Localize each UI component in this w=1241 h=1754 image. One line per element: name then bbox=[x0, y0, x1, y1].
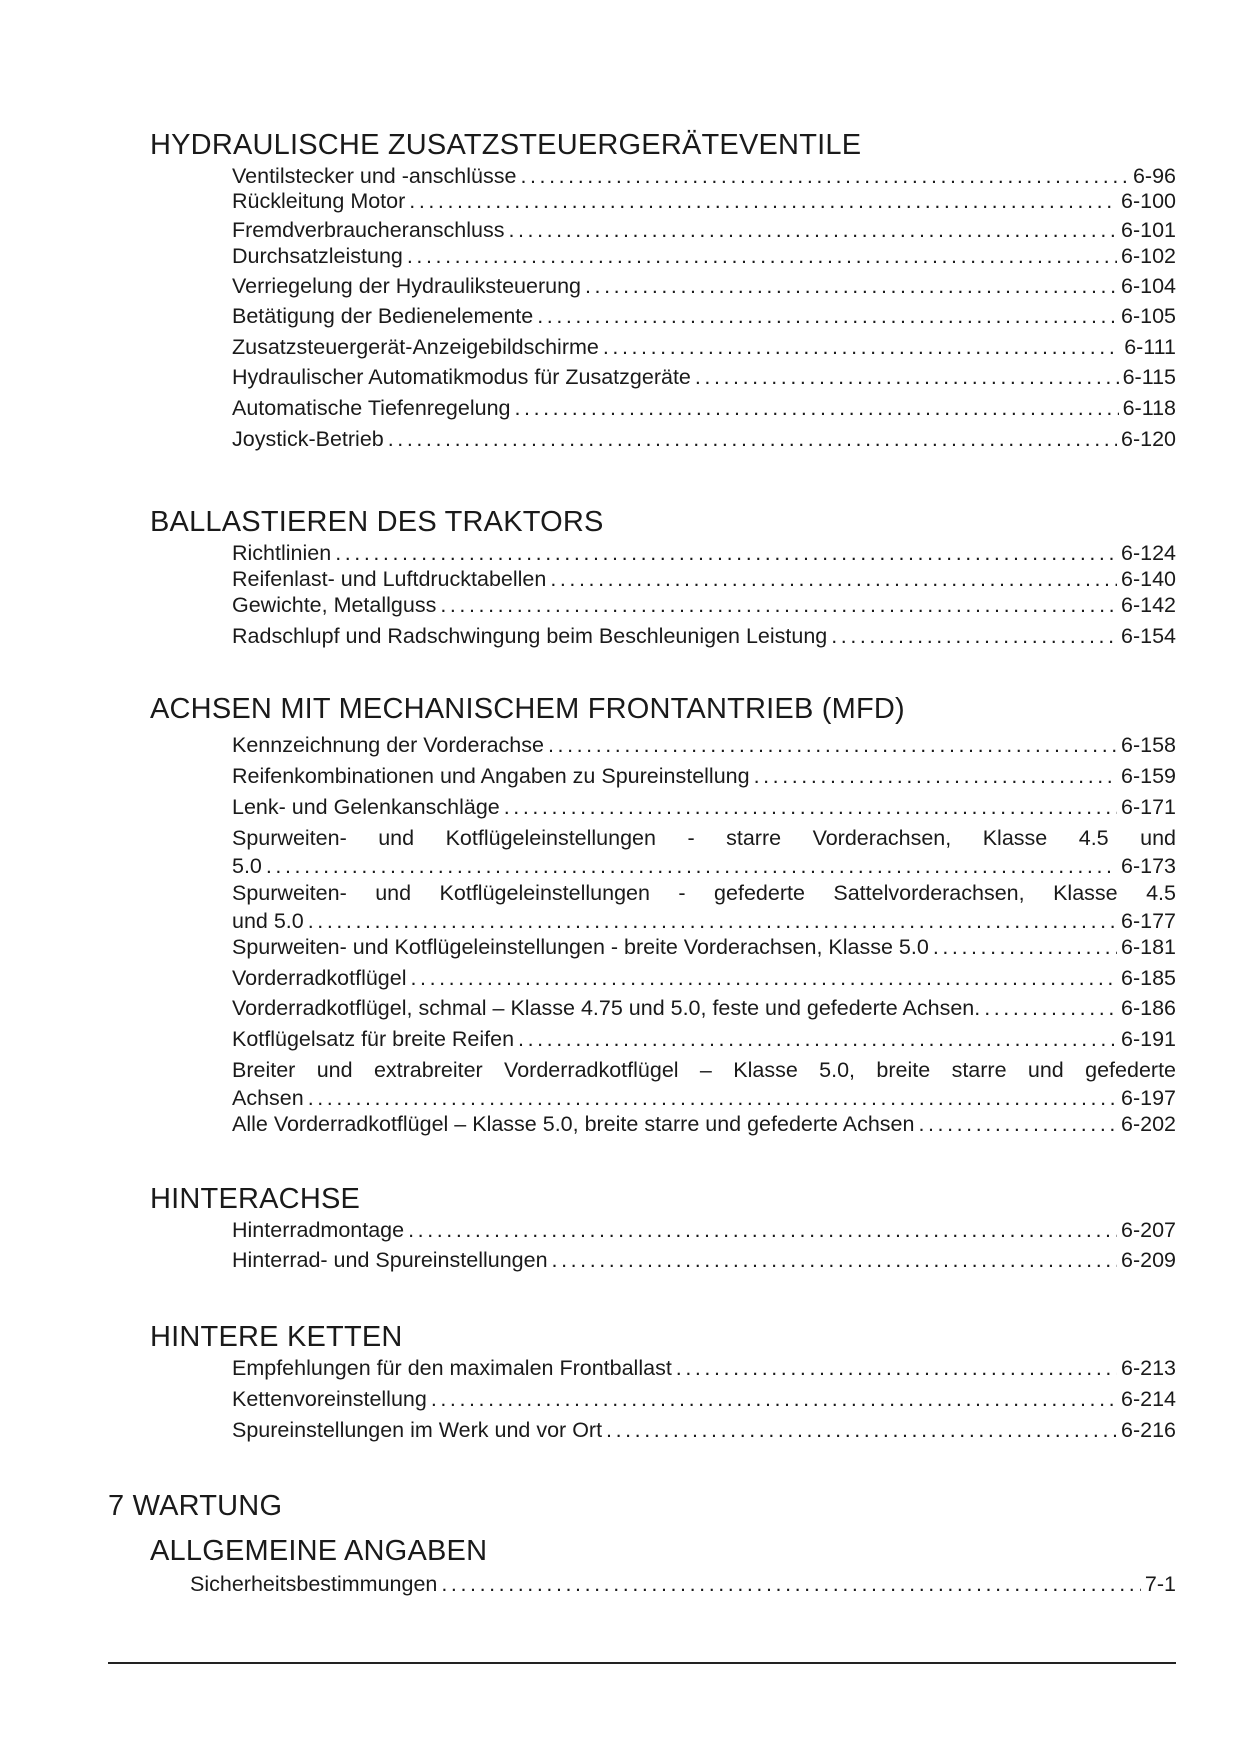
toc-entry[interactable] bbox=[232, 591, 1176, 619]
toc-entry-page: 6-159 bbox=[1121, 764, 1176, 788]
toc-entry-page: 6-120 bbox=[1121, 427, 1176, 451]
dot-leader bbox=[606, 1416, 1117, 1444]
dot-leader bbox=[407, 242, 1117, 270]
toc-entry-page: 6-154 bbox=[1121, 624, 1176, 648]
dot-leader bbox=[440, 591, 1117, 619]
toc-entry[interactable] bbox=[232, 762, 1176, 790]
toc-entry-page: 6-197 bbox=[1121, 1086, 1176, 1110]
toc-entry-title: Kennzeichnung der Vorderachse bbox=[232, 733, 544, 757]
toc-entry-title: Lenk- und Gelenkanschläge bbox=[232, 795, 500, 819]
dot-leader bbox=[335, 539, 1117, 567]
toc-entry-title: Reifenkombinationen und Angaben zu Spureinstellung bbox=[232, 764, 750, 788]
toc-entry-title: Hinterradmontage bbox=[232, 1218, 405, 1242]
toc-entry-title: Durchsatzleistung bbox=[232, 244, 403, 268]
dot-leader bbox=[552, 1246, 1117, 1274]
footer-rule bbox=[108, 1662, 1176, 1664]
toc-entry-title-line1[interactable]: Spurweiten- und Kotflügeleinstellungen - starre Vorderachsen, Klasse 4.5 und bbox=[232, 826, 1176, 850]
toc-entry-page: 6-158 bbox=[1121, 733, 1176, 757]
dot-leader bbox=[504, 793, 1117, 821]
toc-entry-title: Hinterrad- und Spureinstellungen bbox=[232, 1248, 548, 1272]
toc-entry-title-line1[interactable]: Breiter und extrabreiter Vorderradkotflügel – Klasse 5.0, breite starre und gefederte bbox=[232, 1058, 1176, 1082]
toc-entry-title: Rückleitung Motor bbox=[232, 189, 406, 213]
toc-entry-page: 6-140 bbox=[1121, 567, 1176, 591]
toc-entry-title: Zusatzsteuergerät-Anzeigebildschirme bbox=[232, 335, 599, 359]
toc-entry-title: Verriegelung der Hydrauliksteuerung bbox=[232, 274, 581, 298]
toc-entry[interactable] bbox=[232, 793, 1176, 821]
toc-entry-page: 6-100 bbox=[1121, 189, 1176, 213]
toc-entry[interactable] bbox=[232, 907, 1176, 935]
dot-leader bbox=[585, 272, 1117, 300]
toc-entry[interactable] bbox=[232, 187, 1176, 215]
dot-leader bbox=[266, 852, 1117, 880]
toc-entry-page: 6-111 bbox=[1124, 335, 1176, 359]
toc-entry-title: Gewichte, Metallguss bbox=[232, 593, 437, 617]
section-heading: BALLASTIEREN DES TRAKTORS bbox=[150, 506, 604, 538]
toc-entry-title: Reifenlast- und Luftdrucktabellen bbox=[232, 567, 547, 591]
section-heading: HINTERE KETTEN bbox=[150, 1321, 403, 1353]
toc-entry-page: 6-101 bbox=[1121, 218, 1176, 242]
toc-entry-page: 6-209 bbox=[1121, 1248, 1176, 1272]
toc-entry-page: 6-191 bbox=[1121, 1027, 1176, 1051]
toc-entry-title: 5.0 bbox=[232, 854, 262, 878]
dot-leader bbox=[388, 425, 1117, 453]
toc-entry[interactable] bbox=[232, 1416, 1176, 1444]
toc-entry[interactable] bbox=[190, 1570, 1176, 1598]
toc-entry-title: Joystick-Betrieb bbox=[232, 427, 384, 451]
toc-entry[interactable] bbox=[232, 333, 1176, 361]
section-heading: HYDRAULISCHE ZUSATZSTEUERGERÄTEVENTILE bbox=[150, 129, 862, 161]
toc-entry-page: 6-216 bbox=[1121, 1418, 1176, 1442]
dot-leader bbox=[831, 622, 1117, 650]
toc-entry-page: 6-105 bbox=[1121, 304, 1176, 328]
toc-entry[interactable] bbox=[232, 731, 1176, 759]
toc-entry-title: Kettenvoreinstellung bbox=[232, 1387, 427, 1411]
toc-entry[interactable] bbox=[232, 1110, 1176, 1138]
toc-entry-page: 6-177 bbox=[1121, 909, 1176, 933]
dot-leader bbox=[409, 187, 1117, 215]
toc-entry-title: Ventilstecker und -anschlüsse bbox=[232, 164, 517, 188]
chapter-heading: 7 WARTUNG bbox=[108, 1490, 283, 1522]
dot-leader bbox=[984, 994, 1117, 1022]
dot-leader bbox=[520, 162, 1129, 190]
dot-leader bbox=[408, 1216, 1117, 1244]
section-heading: ALLGEMEINE ANGABEN bbox=[150, 1535, 488, 1567]
toc-entry[interactable] bbox=[232, 302, 1176, 330]
toc-entry[interactable] bbox=[232, 162, 1176, 190]
toc-entry-page: 6-96 bbox=[1132, 164, 1176, 188]
toc-entry[interactable] bbox=[232, 394, 1176, 422]
toc-entry-title: und 5.0 bbox=[232, 909, 304, 933]
toc-entry-page: 6-213 bbox=[1121, 1356, 1176, 1380]
dot-leader bbox=[411, 964, 1118, 992]
toc-entry-page: 6-171 bbox=[1121, 795, 1176, 819]
dot-leader bbox=[514, 394, 1118, 422]
dot-leader bbox=[676, 1354, 1117, 1382]
toc-entry-title: Kotflügelsatz für breite Reifen bbox=[232, 1027, 515, 1051]
toc-entry-page: 6-207 bbox=[1121, 1218, 1176, 1242]
toc-entry[interactable] bbox=[232, 994, 1176, 1022]
toc-entry-title: Radschlupf und Radschwingung beim Beschleunigen Leistung bbox=[232, 624, 828, 648]
toc-entry-page: 6-118 bbox=[1122, 396, 1176, 420]
toc-entry[interactable] bbox=[232, 1385, 1176, 1413]
toc-entry-title: Empfehlungen für den maximalen Frontballast bbox=[232, 1356, 672, 1380]
toc-entry-page: 6-142 bbox=[1121, 593, 1176, 617]
toc-entry[interactable] bbox=[232, 363, 1176, 391]
dot-leader bbox=[441, 1570, 1141, 1598]
toc-entry[interactable] bbox=[232, 242, 1176, 270]
toc-entry-title: Spureinstellungen im Werk und vor Ort bbox=[232, 1418, 603, 1442]
section-heading: HINTERACHSE bbox=[150, 1183, 361, 1215]
toc-entry[interactable] bbox=[232, 539, 1176, 567]
toc-entry-page: 6-186 bbox=[1121, 996, 1176, 1020]
toc-entry-title: Hydraulischer Automatikmodus für Zusatzgeräte bbox=[232, 365, 691, 389]
toc-entry-page: 6-124 bbox=[1121, 541, 1176, 565]
toc-entry-page: 6-173 bbox=[1121, 854, 1176, 878]
toc-entry-title-line1[interactable]: Spurweiten- und Kotflügeleinstellungen - gefederte Sattelvorderachsen, Klasse 4.5 bbox=[232, 881, 1176, 905]
toc-entry[interactable] bbox=[232, 272, 1176, 300]
section-heading: ACHSEN MIT MECHANISCHEM FRONTANTRIEB (MFD) bbox=[150, 693, 905, 725]
toc-entry[interactable] bbox=[232, 1025, 1176, 1053]
toc-entry[interactable] bbox=[232, 622, 1176, 650]
dot-leader bbox=[695, 363, 1119, 391]
dot-leader bbox=[508, 216, 1117, 244]
toc-entry-title: Alle Vorderradkotflügel – Klasse 5.0, breite starre und gefederte Achsen bbox=[232, 1112, 915, 1136]
dot-leader bbox=[754, 762, 1117, 790]
toc-entry-page: 6-104 bbox=[1121, 274, 1176, 298]
toc-entry-page: 6-102 bbox=[1121, 244, 1176, 268]
toc-entry-title: Richtlinien bbox=[232, 541, 332, 565]
dot-leader bbox=[308, 907, 1117, 935]
toc-entry-page: 6-202 bbox=[1121, 1112, 1176, 1136]
toc-entry[interactable] bbox=[232, 565, 1176, 593]
toc-entry-title: Vorderradkotflügel bbox=[232, 966, 407, 990]
toc-entry[interactable] bbox=[232, 1216, 1176, 1244]
toc-entry-page: 6-115 bbox=[1122, 365, 1176, 389]
dot-leader bbox=[308, 1084, 1117, 1112]
toc-entry-title: Automatische Tiefenregelung bbox=[232, 396, 511, 420]
toc-entry-page: 6-181 bbox=[1121, 935, 1176, 959]
toc-entry[interactable] bbox=[232, 1354, 1176, 1382]
dot-leader bbox=[603, 333, 1120, 361]
toc-entry[interactable] bbox=[232, 964, 1176, 992]
dot-leader bbox=[518, 1025, 1117, 1053]
toc-entry[interactable] bbox=[232, 425, 1176, 453]
dot-leader bbox=[548, 731, 1117, 759]
toc-entry-title: Vorderradkotflügel, schmal – Klasse 4.75 und 5.0, feste und gefederte Achsen. bbox=[232, 996, 981, 1020]
toc-entry[interactable] bbox=[232, 933, 1176, 961]
toc-entry-title: Fremdverbraucheranschluss bbox=[232, 218, 505, 242]
toc-entry-page: 6-214 bbox=[1121, 1387, 1176, 1411]
toc-entry-page: 6-185 bbox=[1121, 966, 1176, 990]
toc-entry-page: 7-1 bbox=[1144, 1572, 1176, 1596]
toc-entry[interactable] bbox=[232, 1084, 1176, 1112]
toc-entry-title: Spurweiten- und Kotflügeleinstellungen - breite Vorderachsen, Klasse 5.0 bbox=[232, 935, 929, 959]
toc-entry-title: Betätigung der Bedienelemente bbox=[232, 304, 534, 328]
toc-entry[interactable] bbox=[232, 216, 1176, 244]
toc-entry[interactable] bbox=[232, 1246, 1176, 1274]
dot-leader bbox=[918, 1110, 1117, 1138]
dot-leader bbox=[431, 1385, 1117, 1413]
dot-leader bbox=[537, 302, 1117, 330]
toc-entry[interactable] bbox=[232, 852, 1176, 880]
toc-entry-title: Sicherheitsbestimmungen bbox=[190, 1572, 438, 1596]
dot-leader bbox=[550, 565, 1117, 593]
toc-entry-title: Achsen bbox=[232, 1086, 304, 1110]
dot-leader bbox=[933, 933, 1117, 961]
